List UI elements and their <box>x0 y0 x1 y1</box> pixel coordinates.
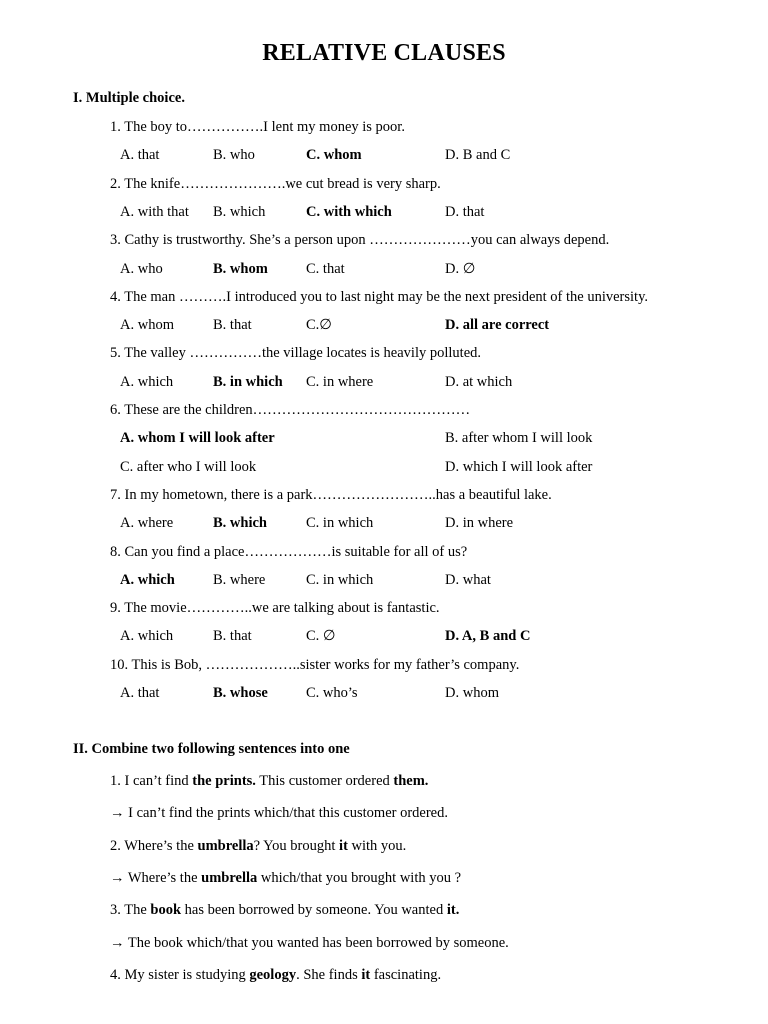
sentence-fragment: which/that you brought with you ? <box>257 869 462 886</box>
answer-option: A. whom <box>120 317 174 334</box>
arrow-right-icon: → <box>110 869 125 886</box>
answer-option: A. that <box>120 147 160 164</box>
sentence-fragment: it <box>361 966 371 983</box>
answer-option: D. ∅ <box>445 260 476 277</box>
page-title: RELATIVE CLAUSES <box>262 40 506 66</box>
sentence-fragment: with you. <box>347 837 407 854</box>
answer-option: D. B and C <box>445 147 511 164</box>
answer-option: A. which <box>120 571 175 588</box>
answer-option: C. after who I will look <box>120 458 257 475</box>
answer-option: C. who’s <box>306 685 358 701</box>
answer-option: C.∅ <box>306 317 332 334</box>
sentence-fragment: . She finds <box>296 966 362 983</box>
question-stem: 2. The knife………………….we cut bread is very sharp. <box>110 175 441 192</box>
sentence-fragment: The book which/that you wanted has been borrowed by someone. <box>124 934 509 951</box>
answer-option: A. who <box>120 260 163 277</box>
answer-option: B. who <box>213 147 255 164</box>
answer-option: C. whom <box>306 147 362 164</box>
answer-option: A. that <box>120 685 160 701</box>
question-stem: 1. The boy to…………….I lent my money is poor. <box>110 119 405 135</box>
prompt-sentence <box>110 773 428 790</box>
prompt-sentence <box>110 967 441 984</box>
arrow-right-icon: → <box>110 805 125 822</box>
sentence-fragment: 1. I can’t find <box>110 773 193 789</box>
sentence-fragment: Where’s the <box>124 869 202 886</box>
sentence-fragment: it <box>339 837 348 854</box>
answer-sentence <box>110 870 461 887</box>
answer-option: D. what <box>445 571 491 588</box>
answer-option: B. whom <box>213 260 268 277</box>
sentence-fragment: This customer ordered <box>255 773 394 789</box>
answer-option: A. which <box>120 628 174 645</box>
sentence-fragment: has been borrowed by someone. You wanted <box>181 902 447 919</box>
answer-option: B. after whom I will look <box>445 430 593 447</box>
answer-option: B. in which <box>213 373 283 390</box>
question-stem: 5. The valley ……………the village locates is heavily polluted. <box>110 345 482 362</box>
answer-option: A. where <box>120 515 174 532</box>
prompt-sentence <box>110 838 406 855</box>
answer-option: B. which <box>213 515 267 532</box>
answer-option: D. that <box>445 203 485 220</box>
answer-option: B. that <box>213 628 252 645</box>
answer-sentence <box>110 935 509 952</box>
sentence-fragment: 3. The <box>110 902 151 919</box>
answer-option: D. at which <box>445 373 513 390</box>
answer-option: D. all are correct <box>445 317 550 334</box>
answer-option: B. whose <box>213 685 268 701</box>
question-stem: 6. These are the children……………………………………… <box>110 402 471 418</box>
sentence-fragment: them. <box>393 773 429 789</box>
answer-option: A. whom I will look after <box>120 430 275 447</box>
sentence-fragment: book <box>150 902 182 919</box>
sentence-fragment: umbrella <box>201 869 258 886</box>
sentence-fragment: the prints. <box>192 773 256 789</box>
question-stem: 3. Cathy is trustworthy. She’s a person upon …………………you can always depend. <box>110 232 610 249</box>
question-stem: 4. The man ……….I introduced you to last night may be the next president of the university. <box>110 288 649 305</box>
sentence-fragment: I can’t find the prints which/that this customer ordered. <box>124 805 448 822</box>
sentence-fragment: 4. My sister is studying <box>110 966 250 983</box>
answer-option: C. in which <box>306 515 374 532</box>
question-stem: 7. In my hometown, there is a park……………………..has a beautiful lake. <box>110 486 552 503</box>
answer-option: C. that <box>306 260 345 277</box>
section-2-heading: II. Combine two following sentences into one <box>73 741 350 757</box>
question-stem: 9. The movie…………..we are talking about is fantastic. <box>110 600 440 617</box>
sentence-fragment: umbrella <box>197 837 254 854</box>
answer-option: A. which <box>120 373 174 390</box>
answer-option: D. which I will look after <box>445 458 593 475</box>
sentence-fragment: 2. Where’s the <box>110 837 198 854</box>
answer-option: C. ∅ <box>306 628 336 645</box>
answer-option: A. with that <box>120 203 189 220</box>
sentence-fragment: it. <box>446 902 460 919</box>
answer-sentence <box>110 805 448 822</box>
sentence-fragment: fascinating. <box>370 966 442 983</box>
answer-option: D. in where <box>445 515 514 532</box>
answer-option: B. that <box>213 317 252 334</box>
answer-option: C. in where <box>306 373 374 390</box>
answer-option: B. which <box>213 203 266 220</box>
arrow-right-icon: → <box>110 934 125 951</box>
sentence-fragment: geology <box>249 966 297 983</box>
question-stem: 10. This is Bob, ………………..sister works for my father’s company. <box>110 656 520 673</box>
answer-option: D. A, B and C <box>445 628 531 645</box>
section-1-heading: I. Multiple choice. <box>73 90 185 106</box>
answer-option: C. with which <box>306 203 392 220</box>
answer-option: B. where <box>213 571 266 588</box>
answer-option: C. in which <box>306 571 374 588</box>
prompt-sentence <box>110 902 459 919</box>
question-stem: 8. Can you find a place………………is suitable for all of us? <box>110 543 468 560</box>
answer-option: D. whom <box>445 685 499 701</box>
sentence-fragment: ? You brought <box>253 837 340 854</box>
